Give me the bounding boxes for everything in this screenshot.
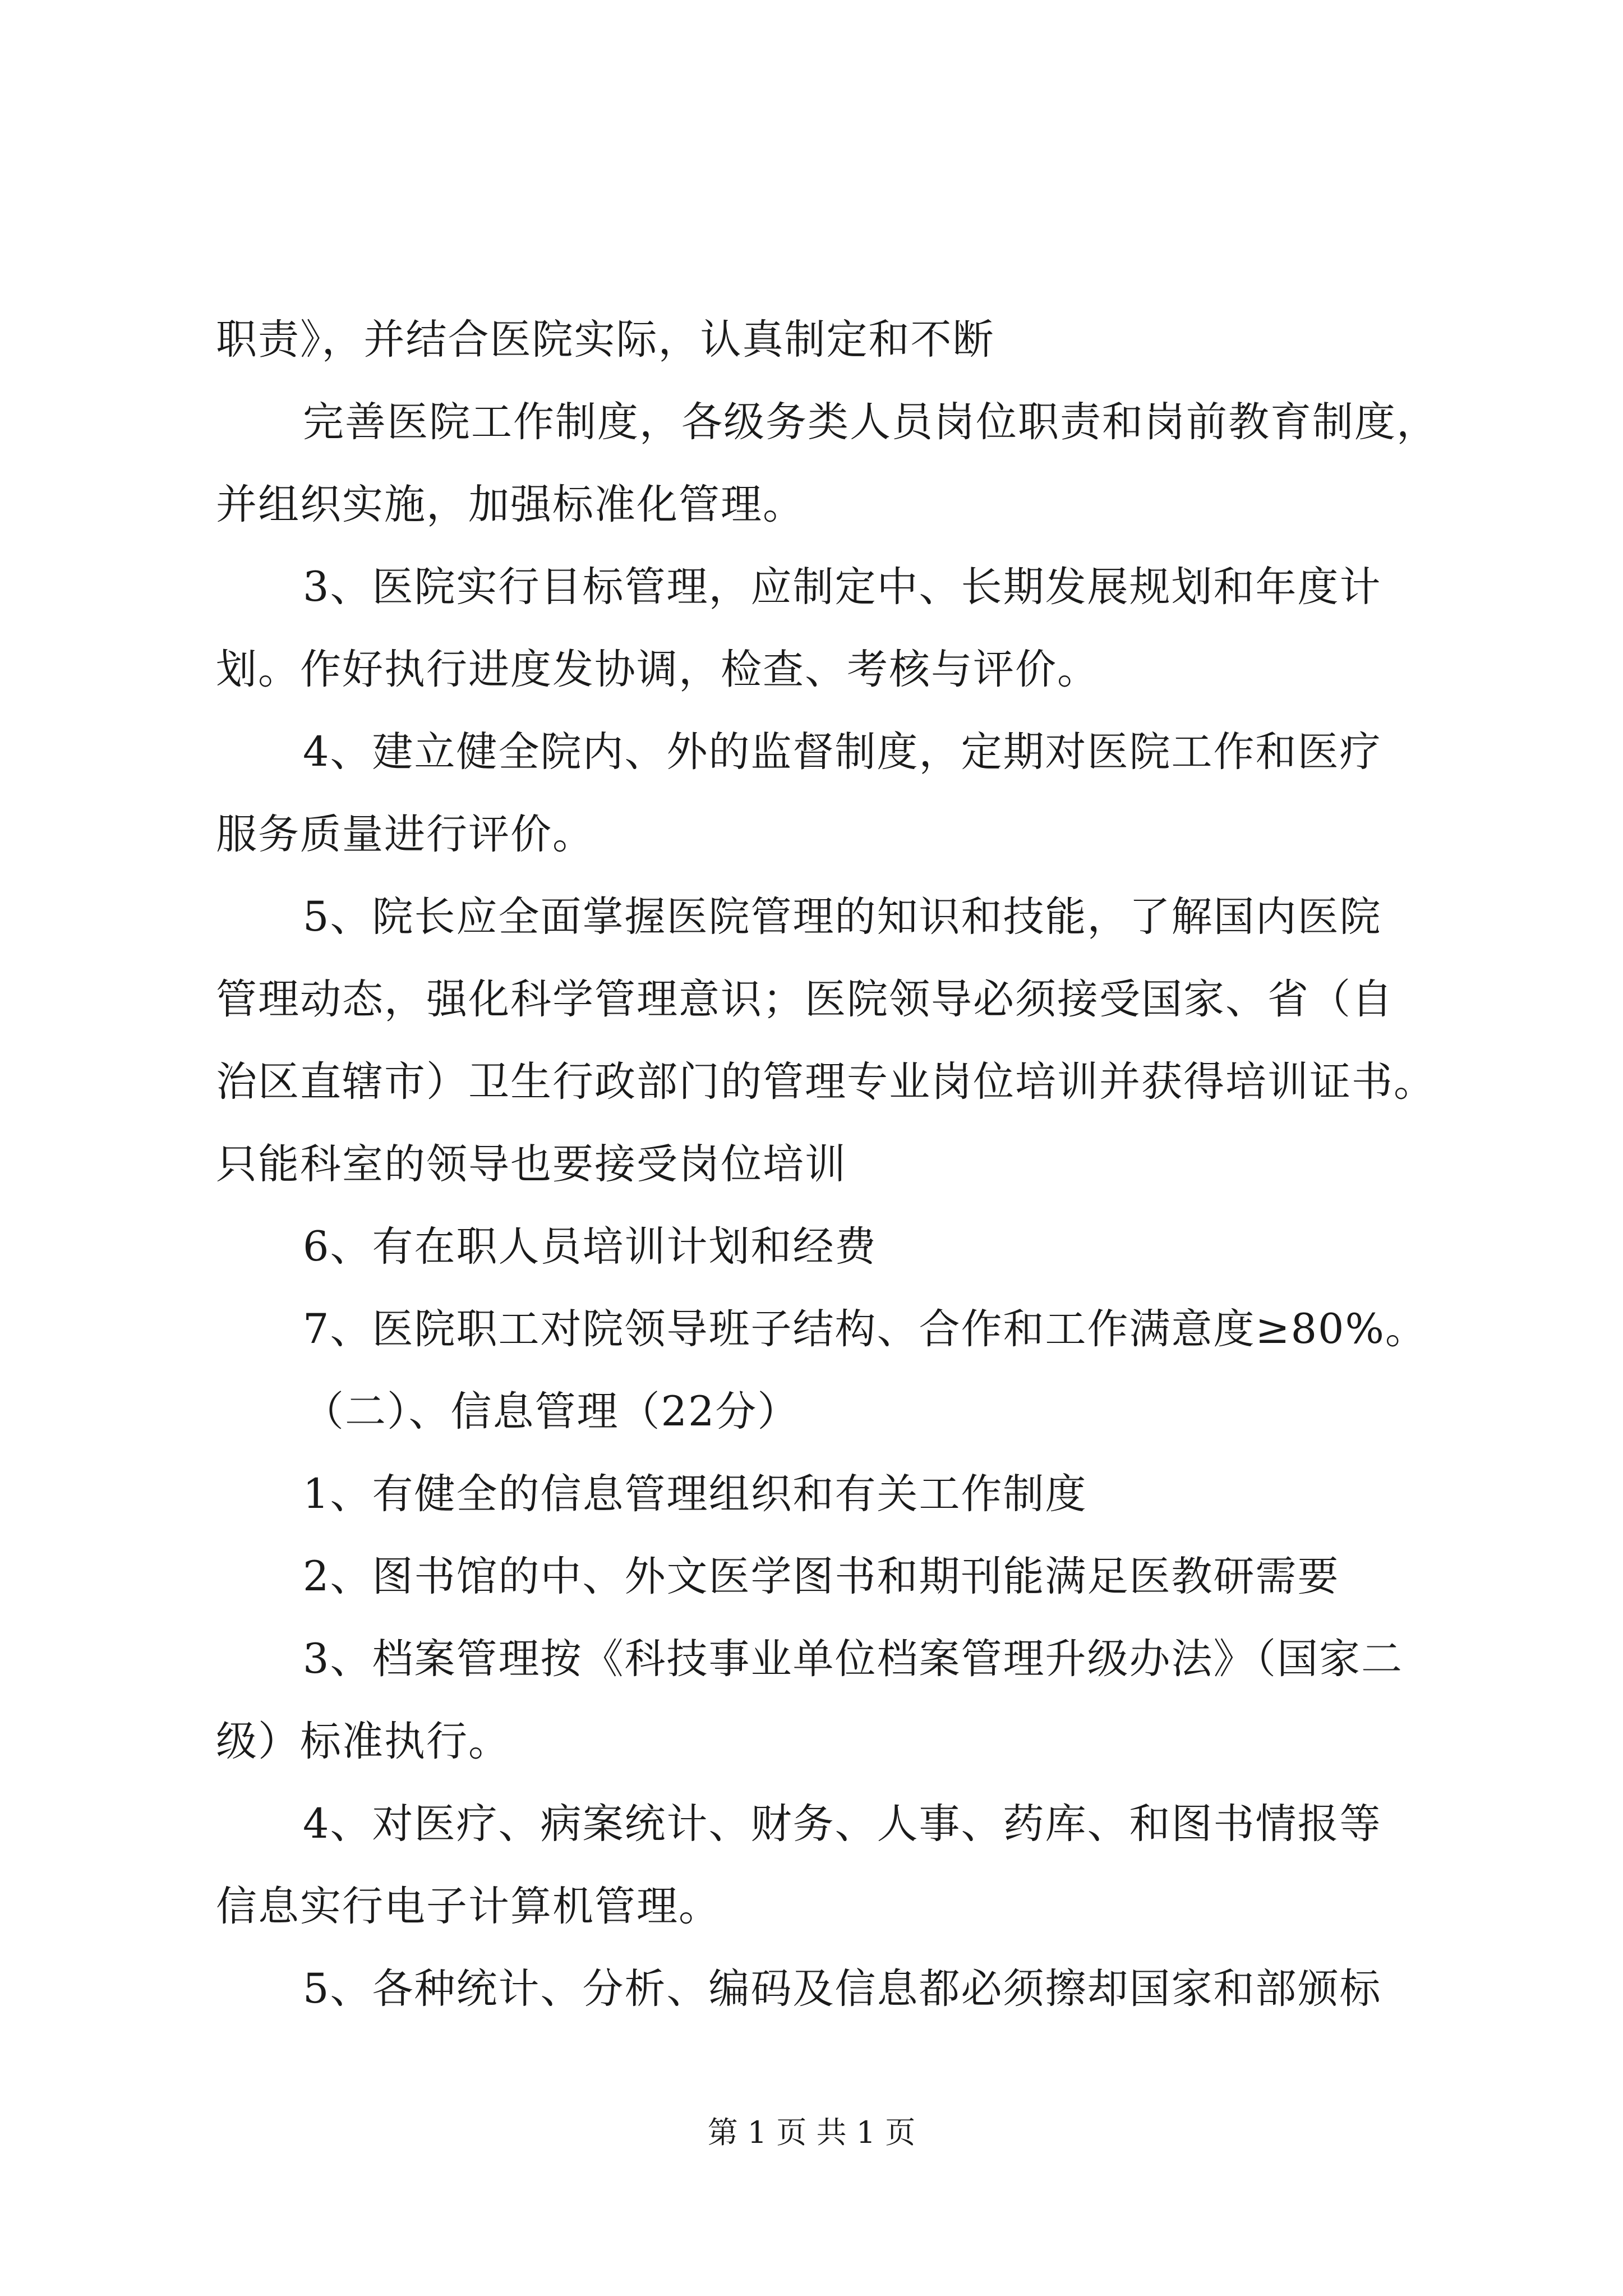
text-line: 管理动态，强化科学管理意识；医院领导必须接受国家、省（自	[216, 976, 1394, 1023]
text-line: 级）标准执行。	[216, 1718, 510, 1765]
text-line: 4、对医疗、病案统计、财务、人事、药库、和图书情报等	[303, 1800, 1382, 1848]
body-text	[216, 298, 1495, 2030]
text-line: 6、有在职人员培训计划和经费	[303, 1223, 877, 1271]
text-line: 治区直辖市）卫生行政部门的管理专业岗位培训并获得培训证书。	[216, 1058, 1436, 1106]
page-footer: 第 1 页 共 1 页	[707, 2115, 916, 2150]
text-line: 2、图书馆的中、外文医学图书和期刊能满足医教研需要	[303, 1553, 1340, 1600]
text-line: 3、医院实行目标管理，应制定中、长期发展规划和年度计	[303, 563, 1382, 611]
text-line: 职责》，并结合医院实际，认真制定和不断	[216, 316, 995, 364]
text-line: 信息实行电子计算机管理。	[216, 1883, 721, 1930]
section-heading: （二）、信息管理（22分）	[303, 1388, 800, 1435]
text-line: 划。作好执行进度发协调，检查、考核与评价。	[216, 646, 1099, 693]
text-line: 4、建立健全院内、外的监督制度，定期对医院工作和医疗	[303, 728, 1382, 776]
text-line: 7、医院职工对院领导班子结构、合作和工作满意度≥80%。	[303, 1305, 1427, 1353]
text-line: 只能科室的领导也要接受岗位培训	[216, 1140, 847, 1188]
text-line: 完善医院工作制度，各级务类人员岗位职责和岗前教育制度，	[303, 398, 1438, 446]
text-line: 服务质量进行评价。	[216, 811, 594, 858]
text-line: 5、院长应全面掌握医院管理的知识和技能，了解国内医院	[303, 893, 1382, 941]
text-line: 并组织实施，加强标准化管理。	[216, 481, 805, 528]
text-line: 3、档案管理按《科技事业单位档案管理升级办法》（国家二	[303, 1635, 1403, 1683]
text-line: 1、有健全的信息管理组织和有关工作制度	[303, 1470, 1087, 1518]
text-line: 5、各种统计、分析、编码及信息都必须擦却国家和部颁标	[303, 1965, 1382, 2013]
